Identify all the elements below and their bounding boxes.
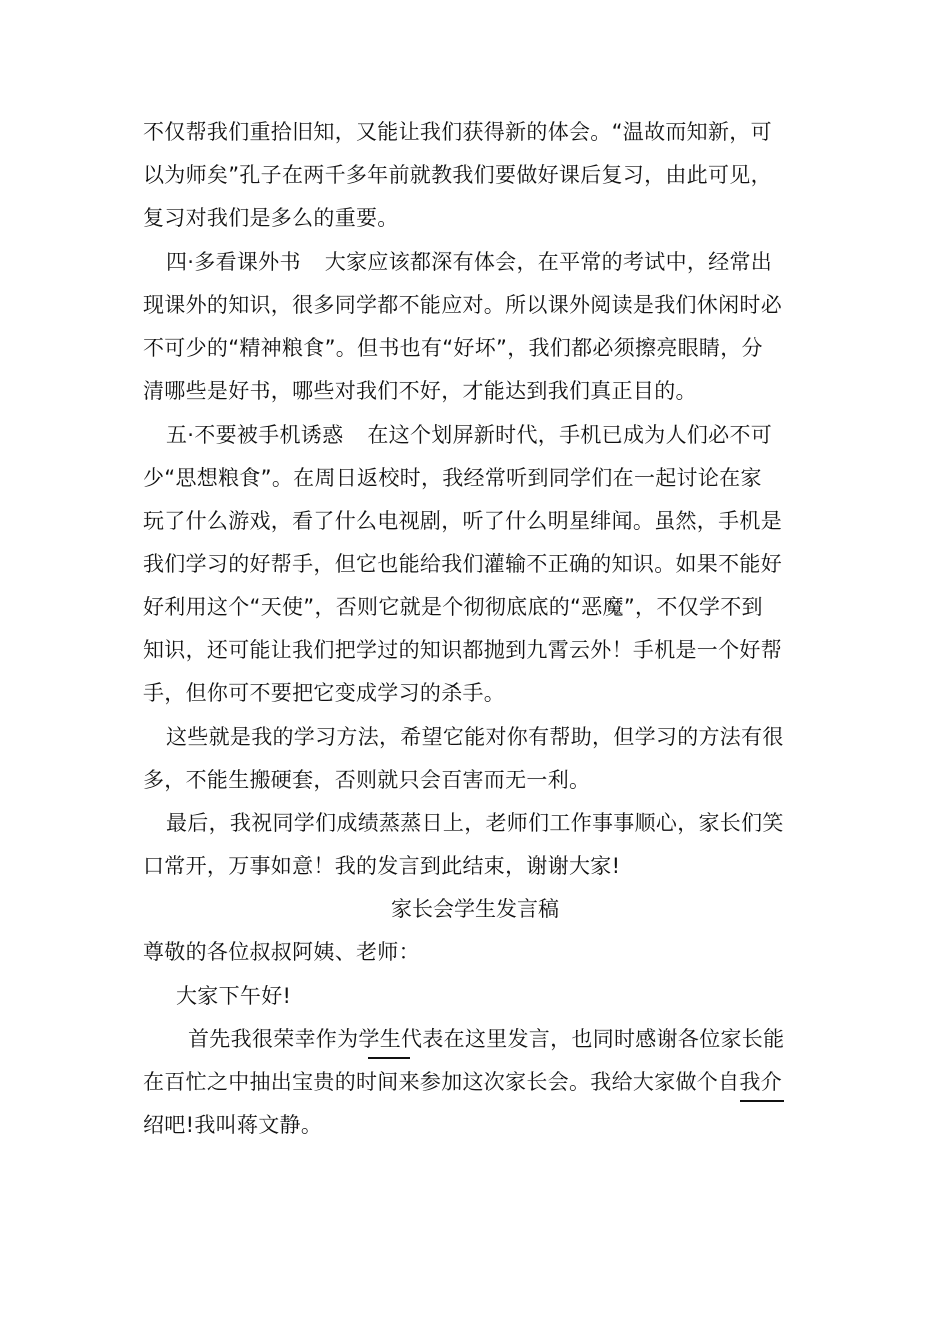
phone-line-2: 少“思想粮食”。在周日返校时，我经常听到同学们在一起讨论在家 <box>143 466 762 490</box>
salutation: 尊敬的各位叔叔阿姨、老师： <box>143 940 420 964</box>
phone-line-4: 我们学习的好帮手，但它也能给我们灌输不正确的知识。如果不能好 <box>143 552 782 576</box>
books-line-2: 现课外的知识，很多同学都不能应对。所以课外阅读是我们休闲时必 <box>143 293 782 317</box>
intro-line-2: 在百忙之中抽出宝贵的时间来参加这次家长会。我给大家做个自我介 <box>143 1070 782 1094</box>
phone-line-6: 知识，还可能让我们把学过的知识都抛到九霄云外！手机是一个好帮 <box>143 638 782 662</box>
phone-line-5: 好利用这个“天使”，否则它就是个彻彻底底的“恶魔”，不仅学不到 <box>143 595 763 619</box>
phone-line-3: 玩了什么游戏，看了什么电视剧，听了什么明星绯闻。虽然，手机是 <box>143 509 782 533</box>
books-line-1-text: 大家应该都深有体会，在平常的考试中，经常出 <box>324 250 773 274</box>
speech-title: 家长会学生发言稿 <box>391 897 559 921</box>
books-line-4: 清哪些是好书，哪些对我们不好，才能达到我们真正目的。 <box>143 379 697 403</box>
intro-line-3: 绍吧!我叫蒋文静。 <box>143 1113 323 1137</box>
greeting: 大家下午好! <box>176 984 292 1008</box>
intro-line-1: 首先我很荣幸作为学生代表在这里发言，也同时感谢各位家长能 <box>188 1027 785 1051</box>
closing-line-1: 最后，我祝同学们成绩蒸蒸日上，老师们工作事事顺心，家长们笑 <box>166 811 784 835</box>
closing-line-2: 口常开，万事如意！我的发言到此结束，谢谢大家! <box>143 854 621 878</box>
books-line-1 <box>166 247 772 277</box>
phone-heading: 五·不要被手机诱惑 <box>166 423 344 447</box>
underline-mark <box>740 1100 784 1102</box>
phone-line-1 <box>166 420 772 450</box>
phone-line-1-text: 在这个划屏新时代，手机已成为人们必不可 <box>367 423 773 447</box>
summary-line-1: 这些就是我的学习方法，希望它能对你有帮助，但学习的方法有很 <box>166 725 784 749</box>
underline-mark <box>368 1057 410 1059</box>
summary-line-2: 多，不能生搬硬套，否则就只会百害而无一利。 <box>143 768 591 792</box>
review-line-2: 以为师矣”孔子在两千多年前就教我们要做好课后复习，由此可见， <box>143 163 772 187</box>
books-line-3: 不可少的“精神粮食”。但书也有“好坏”，我们都必须擦亮眼睛，分 <box>143 336 763 360</box>
review-line-3: 复习对我们是多么的重要。 <box>143 206 399 230</box>
review-line-1: 不仅帮我们重拾旧知，又能让我们获得新的体会。“温故而知新，可 <box>143 120 772 144</box>
phone-line-7: 手，但你可不要把它变成学习的杀手。 <box>143 681 506 705</box>
books-heading: 四·多看课外书 <box>166 250 301 274</box>
